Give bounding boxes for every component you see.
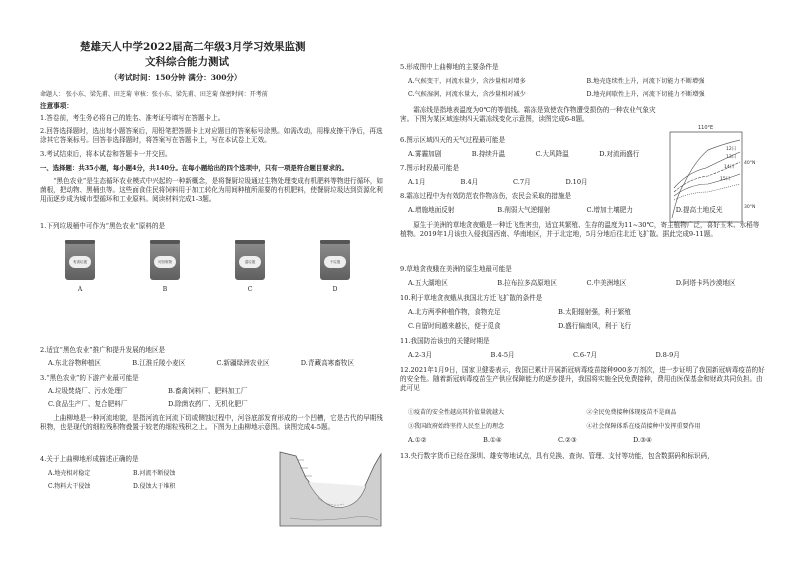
q4-options-row2 [48, 482, 218, 491]
bin-tag: 湿垃圾 [239, 256, 261, 268]
question-6: 6.图示区域四天的天气过程最可能是 [400, 136, 506, 144]
q12-choices [408, 436, 708, 445]
q12-choice-a[interactable]: A.①② [408, 436, 427, 444]
option-letter: D [332, 286, 338, 293]
question-10: 10.利于草地贪夜蛾从我国北方迁飞扩散的条件是 [400, 294, 543, 302]
map-day-label: 13日 [726, 155, 737, 160]
q4-option-b[interactable]: B.河流不断侵蚀 [133, 470, 176, 477]
q10-options-row1 [408, 308, 708, 317]
q8-option-a[interactable]: A.增施地面反射 [408, 206, 455, 214]
bin-option-d[interactable] [320, 240, 350, 293]
q3-option-d[interactable]: D.除菌农药厂、无机化肥厂 [168, 400, 248, 408]
q5-option-c[interactable]: C.气候湿润，河流水量大，含沙量相对减少 [408, 91, 526, 98]
q10-option-d[interactable]: D.盛行偏南风，利于飞行 [558, 322, 632, 330]
q5-options-row1 [408, 77, 765, 86]
q3-option-c[interactable]: C.食品生产厂、复合肥料厂 [48, 400, 128, 408]
map-lon-label: 110°E [698, 125, 714, 131]
option-letter: B [162, 286, 168, 293]
map-day-label: 14日 [724, 165, 735, 170]
q12-choice-c[interactable]: C.②③ [558, 436, 577, 444]
q4-option-a[interactable]: A.地壳相对稳定 [48, 470, 91, 477]
map-lat-label: 30°N [744, 205, 756, 210]
bin-tag: 干垃圾 [324, 256, 346, 268]
q6-options [408, 150, 663, 159]
notes-heading: 注意事项： [40, 102, 73, 110]
bin-tag: 有害垃圾 [69, 256, 91, 268]
question-1: 1.下列垃圾桶中可作为“黑色农业”原料的是 [40, 222, 166, 230]
q12-choice-b[interactable]: B.①④ [483, 436, 502, 444]
right-column [400, 0, 765, 562]
question-4: 4.关于上曲柳地形成描述正确的是 [40, 455, 139, 463]
question-3: 3.“黑色农业”的下游产业最可能是 [40, 374, 139, 382]
q8-option-c[interactable]: C.增加土壤肥力 [586, 206, 633, 214]
bin-option-c[interactable] [235, 240, 265, 293]
q8-option-d[interactable]: D.提高土地反光 [675, 206, 723, 214]
q12-statement-2: ②全民免费接种体现疫苗不是商品 [586, 409, 677, 416]
q12-statement-1: ①疫苗的安全性越高其价值量就越大 [408, 409, 505, 416]
bin-option-b[interactable] [150, 240, 180, 293]
bin-options [40, 240, 385, 300]
q3-option-a[interactable]: A.垃圾焚烧厂、污水处理厂 [48, 387, 128, 395]
q10-option-c[interactable]: C.自留时间越来越长，便于觅食 [408, 322, 501, 330]
q6-option-b[interactable]: B.持续升温 [471, 150, 506, 158]
question-8: 8.霜冻过程中为有效防范农作物冻伤，农民会采取的措施是 [400, 192, 572, 200]
q7-option-d[interactable]: D.10月 [565, 178, 588, 186]
page-title: 楚雄天人中学2022届高二年级3月学习效果监测 [80, 41, 306, 53]
bin-option-a[interactable] [65, 240, 95, 293]
terrace-diagram [278, 448, 383, 528]
q2-option-c[interactable]: C.新疆绿洲农业区 [216, 359, 270, 367]
question-13: 13.央行数字货币已经在深圳、雄安等地试点，具有兑换、查询、管理、支付等功能，包含数据码和标识码， [400, 452, 714, 460]
q5-options-row2 [408, 90, 765, 99]
q9-options [408, 279, 765, 288]
q6-option-c[interactable]: C.大风降温 [535, 150, 569, 158]
passage-3: 霜冻线是指地表温度为0℃的等值线。霜冻是致使农作物遭受损伤的一种农业气象灾害。下图为某区域连续四天霜冻线变化示意图，读图完成6-8题。 [400, 106, 656, 123]
q2-options [48, 359, 385, 368]
passage-2: 上曲柳地是一种河流地貌，是指河流在河流下切或侧蚀过程中，河谷底部发育形成的一个凹槽，它是古代的早期残积物，也是现代的细粒残积物叠置于较老的细粒残积之上。下图为上曲柳地示意图。读图完成4-5题。 [40, 414, 383, 431]
q6-option-a[interactable]: A.雾霾加剧 [408, 150, 442, 158]
q2-option-a[interactable]: A.东北谷物种植区 [48, 359, 102, 367]
q10-option-b[interactable]: B.太阳辐射强，利于繁殖 [558, 308, 631, 316]
question-7: 7.图示时段最可能是 [400, 164, 460, 172]
q11-option-d[interactable]: D.8-9月 [655, 351, 680, 359]
q2-option-d[interactable]: D.青藏高寒畜牧区 [300, 359, 355, 367]
bin-tag: 可回收物 [154, 256, 176, 268]
question-5: 5.形成图中上曲柳地的主要条件是 [400, 63, 499, 71]
q11-option-c[interactable]: C.6-7月 [573, 351, 598, 359]
note-item-1: 1.答卷前，考生务必将自己的姓名、准考证号填写在答题卡上。 [40, 114, 225, 122]
exam-info: （考试时间：150分钟 满分：300分） [110, 73, 242, 82]
q4-options-row1 [48, 469, 218, 478]
passage-4: 原生于美洲的草地贪夜蛾是一种迁飞性害虫，适宜其繁殖、生存的温度为11~30℃，寄主植物广泛，喜好玉米、水稻等植物。2019年1月该虫入侵我国西南、华南地区，并于北定地，5月分地后往北迁飞扩散。据此完成9-11题。 [400, 221, 760, 238]
q11-option-b[interactable]: B.4-5月 [490, 351, 515, 359]
q7-option-b[interactable]: B.4月 [460, 178, 479, 186]
question-11: 11.我国防治该虫的关键时期是 [400, 337, 490, 345]
q3-option-b[interactable]: B.畜禽饲料厂、肥料加工厂 [168, 387, 248, 395]
q6-option-d[interactable]: D.对流雨盛行 [599, 150, 640, 158]
q12-statements-row2 [408, 422, 765, 431]
option-letter: A [77, 286, 83, 293]
q4-option-c[interactable]: C.物料大干侵蚀 [48, 483, 91, 490]
staff-line: 命题人： 张小东、梁先甫、田芝菊 审核：张小东、梁先甫、田芝菊 保密时间：开考前 [40, 91, 268, 98]
q7-options [408, 178, 618, 187]
question-2: 2.适宜“黑色农业”推广和提升发展的地区是 [40, 346, 166, 354]
q5-option-a[interactable]: A.气候变干，河流水量少，含沙量相对增多 [408, 78, 526, 85]
q3-options-row2 [48, 400, 288, 409]
q9-option-b[interactable]: B.拉布拉多高原地区 [497, 279, 557, 287]
q7-option-a[interactable]: A.1月 [408, 178, 426, 186]
q10-option-a[interactable]: A.北方两季种植作物，食物充足 [408, 308, 501, 316]
q12-statements-row1 [408, 408, 765, 417]
q5-option-b[interactable]: B.地壳连续性上升，河流下切能力不断增强 [586, 78, 705, 85]
q11-option-a[interactable]: A.2-3月 [408, 351, 433, 359]
q2-option-b[interactable]: B.江淮丘陵小麦区 [132, 359, 186, 367]
q12-choice-d[interactable]: D.③④ [633, 436, 652, 444]
q4-option-d[interactable]: D.侵蚀大于堆积 [133, 483, 176, 490]
left-column [40, 0, 385, 562]
map-day-label: 15日 [720, 177, 731, 182]
passage-1: “黑色农业”是生态循环农业模式中兴起的一种新概念，是将餐厨垃圾通过生物处理变成有机肥料等物进行循环，如菌根，把动物、黑桶虫等。这些面食住民将饲料用于加工转化为用间种植所需要的有机肥料，使餐厨垃圾达到资源化利用而逐步成为城市型循环和工业原料。阅读材料完成1-3题。 [40, 177, 384, 203]
q5-option-d[interactable]: D.地壳间歇性上升，河流下切能力不断增强 [586, 91, 705, 98]
q9-option-a[interactable]: A.五大湖地区 [408, 279, 448, 287]
q9-option-d[interactable]: D.阿塔卡玛沙漠地区 [675, 279, 736, 287]
note-item-2: 2.回答选择题时，选出每小题答案后，用铅笔把答题卡上对应题目的答案标号涂黑。如需改动，用橡皮擦干净后，再选涂其它答案标号。回答非选择题时，将答案写在答题卡上，写在本试卷上无效。 [40, 127, 383, 144]
map-lat-label: 40°N [744, 161, 756, 166]
note-item-3: 3.考试结束后，将本试卷和答题卡一并交回。 [40, 150, 172, 158]
q8-option-b[interactable]: B.削弱大气逆辐射 [497, 206, 551, 214]
q11-options [408, 351, 738, 360]
section1-heading: 一、选择题：共35小题，每小题4分，共140分。在每小题给出的四个选项中，只有一项是符合题目要求的。 [40, 164, 348, 172]
question-9: 9.草地贪夜蛾在美洲的原生地最可能是 [400, 265, 512, 273]
question-12: 12.2021年1月9日，国家卫健委表示，我国已累计开展新冠病毒疫苗接种900多万剂次，进一步证明了我国新冠病毒疫苗的好的安全性。随着新冠病毒疫苗生产供应保障能力的逐步提升，我国将实施全民免费接种，费用由医保基金和财政共同负担。由此可见 [400, 366, 765, 392]
q7-option-c[interactable]: C.7月 [513, 178, 531, 186]
q3-options-row1 [48, 387, 288, 396]
q12-statement-3: ③我国政府始终坚持人民至上的理念 [408, 423, 505, 430]
q8-options [408, 206, 765, 215]
q10-options-row2 [408, 322, 708, 331]
q12-statement-4: ④社会保障体系在疫苗接种中发挥重要作用 [586, 423, 701, 430]
map-day-label: 12日 [726, 147, 737, 152]
option-letter: C [247, 286, 253, 293]
q9-option-c[interactable]: C.中美洲地区 [586, 279, 627, 287]
page-subtitle: 文科综合能力测试 [145, 56, 229, 68]
